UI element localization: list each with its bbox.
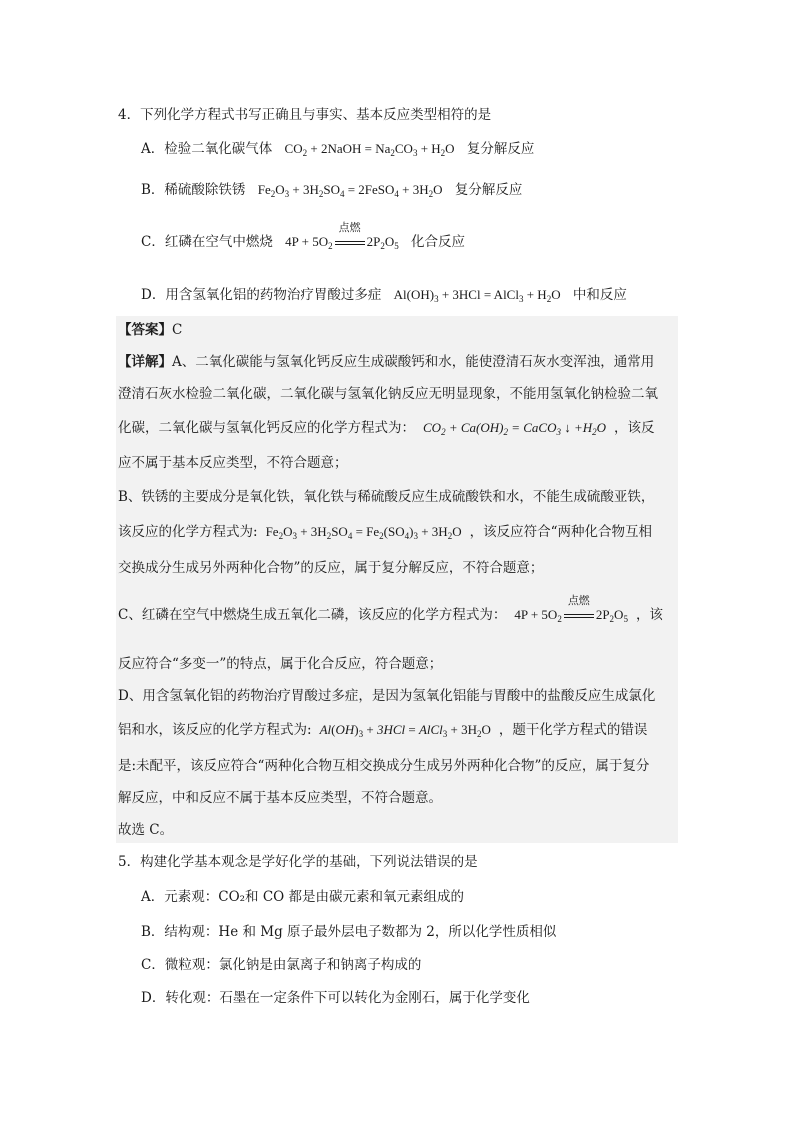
detail-text: ，题干化学方程式的错误	[498, 722, 648, 738]
detail-d-line-4: 解反应，中和反应不属于基本反应类型，不符合题意。	[118, 790, 442, 806]
q4-option-a-label: A．检验二氧化碳气体	[141, 141, 273, 157]
detail-d-line-3: 是:未配平，该反应符合“两种化合物互相交换成分生成另外两种化合物”的反应，属于复分	[118, 758, 650, 774]
q5-option-b: B．结构观：He 和 Mg 原子最外层电子数都为 2，所以化学性质相似	[141, 924, 557, 940]
detail-text: A、二氧化碳能与氢氧化钙反应生成碳酸钙和水，能使澄清石灰水变浑浊，通常用	[172, 354, 655, 370]
detail-a-line-3	[118, 418, 655, 442]
reaction-condition: 点燃	[338, 221, 361, 234]
equation-fe2o3-h2so4: $Fe_2O_3 + 3H_2SO_4 = Fe_2(SO_4)_3 + 3H_2O$	[265, 524, 462, 541]
detail-text: 化碳，二氧化碳与氢氧化钙反应的化学方程式为：	[118, 420, 415, 436]
q4-option-b-equation: $Fe_2O_3 + 3H_2SO_4$ = 2FeSO$_4$ + $3H_2O$	[257, 182, 443, 199]
detail-text: 铝和水，该反应的化学方程式为:	[118, 722, 312, 738]
q4-option-a-type: 复分解反应	[466, 141, 535, 157]
detail-text: ，该反	[614, 420, 655, 436]
detail-b-line-2	[118, 522, 652, 546]
answer-tag: 【答案】	[118, 322, 172, 338]
detail-d-line-1: D、用含氢氧化铝的药物治疗胃酸过多症，是因为氢氧化铝能与胃酸中的盐酸反应生成氯化	[118, 688, 656, 704]
equation-co2-caoh2: $CO_2 + Ca(OH)_2$ = CaCO$_3$ ↓ $+H_2O$	[423, 420, 607, 437]
question-5-stem: 5．构建化学基本观念是学好化学的基础，下列说法错误的是	[118, 854, 478, 870]
answer-value: C	[172, 322, 183, 338]
detail-d-line-2	[118, 720, 647, 744]
detail-text: C、红磷在空气中燃烧生成五氧化二磷，该反应的化学方程式为：	[118, 607, 507, 623]
q5-option-c: C．微粒观：氯化钠是由氯离子和钠离子构成的	[141, 957, 422, 973]
q4-option-d-label: D．用含氢氧化铝的药物治疗胃酸过多症	[141, 287, 382, 303]
q4-option-b-label: B．稀硫酸除铁锈	[141, 182, 246, 198]
detail-c-line-1	[118, 594, 663, 629]
detail-a-line-2: 澄清石灰水检验二氧化碳，二氧化碳与氢氧化钠反应无明显现象，不能用氢氧化钠检验二氧	[118, 386, 658, 402]
q4-option-c-label: C．红磷在空气中燃烧	[141, 234, 273, 250]
q5-option-a: A．元素观：CO₂和 CO 都是由碳元素和氧元素组成的	[141, 889, 465, 905]
equation-p-o2: $4P + 5O_2$ 点燃 $2P_2O_5$	[514, 607, 628, 622]
q4-option-d	[141, 285, 627, 309]
detail-c-line-2: 反应符合“多变一”的特点，属于化合反应，符合题意；	[118, 656, 443, 672]
question-4-stem: 4．下列化学方程式书写正确且与事实、基本反应类型相符的是	[118, 107, 492, 123]
q4-option-d-equation: $Al(OH)_3 + 3HCl$ = AlCl$_3$ + $H_2O$	[393, 287, 561, 304]
detail-tag: 【详解】	[118, 354, 172, 370]
q4-option-b-type: 复分解反应	[454, 182, 523, 198]
detail-a-line-4: 应不属于基本反应类型，不符合题意；	[118, 455, 348, 471]
q5-option-d: D．转化观：石墨在一定条件下可以转化为金刚石，属于化学变化	[141, 990, 530, 1006]
detail-a-line-1	[118, 352, 654, 372]
detail-b-line-1: B、铁锈的主要成分是氧化铁，氧化铁与稀硫酸反应生成硫酸铁和水，不能生成硫酸亚铁，	[118, 489, 655, 505]
detail-text: ，该反应符合“两种化合物互相	[469, 524, 652, 540]
reaction-condition: 点燃	[567, 594, 590, 607]
q4-option-d-type: 中和反应	[572, 287, 627, 303]
q4-option-c	[141, 221, 466, 256]
q4-option-c-equation: $4P + 5O_2$ 点燃 $2P_2O_5$	[285, 234, 399, 249]
q4-option-c-type: 化合反应	[411, 234, 466, 250]
equation-aloh3-hcl: $Al(OH)_3 + 3HCl$ = AlCl$_3$ + $3H_2O$	[319, 722, 491, 739]
q4-option-a-equation: $CO_2$ + 2NaOH = $Na_2CO_3 + H_2O$	[284, 141, 455, 158]
q4-option-b	[141, 180, 522, 204]
detail-conclusion: 故选 C。	[118, 822, 174, 838]
detail-text: ，该	[635, 607, 663, 623]
answer-line	[118, 320, 182, 340]
detail-text: 该反应的化学方程式为:	[118, 524, 258, 540]
detail-b-line-3: 交换成分生成另外两种化合物”的反应，属于复分解反应，不符合题意；	[118, 560, 544, 576]
q4-option-a	[141, 139, 534, 163]
